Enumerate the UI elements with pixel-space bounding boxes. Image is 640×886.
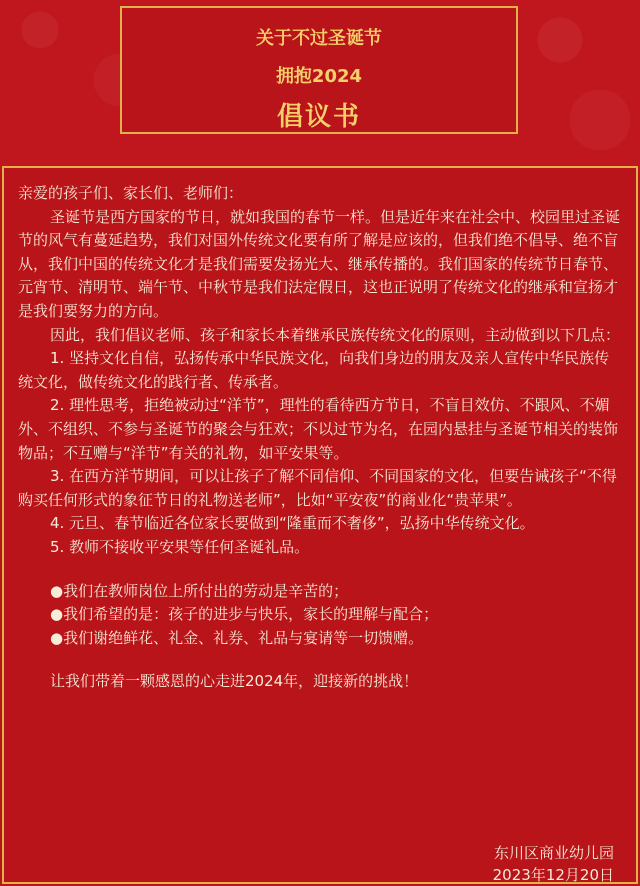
intro-paragraph: 圣诞节是西方国家的节日，就如我国的春节一样。但是近年来在社会中、校园里过圣诞节的风气有蔓延趋势，我们对国外传统文化要有所了解是应该的，但我们绝不倡导、绝不盲从，我们中国的传统文化才是我们需要发扬光大、继承传播的。我们国家的传统节日春节、元宵节、清明节、端午节、中秋节是我们法定假日，这也正说明了传统文化的继承和宣扬才是我们要努力的方向。 xyxy=(18,207,621,320)
statement-bullet-2: ●我们希望的是：孩子的进步与快乐，家长的理解与配合； xyxy=(50,605,439,624)
document-title: 倡议书 xyxy=(276,102,361,132)
statement-bullet-3: ●我们谢绝鲜花、礼金、礼券、礼品与宴请等一切馈赠。 xyxy=(50,628,424,647)
proposal-item-5: 5. 教师不接收平安果等任何圣诞礼品。 xyxy=(50,537,310,556)
signature-date: 2023年12月20日 xyxy=(492,866,614,884)
title-frame xyxy=(120,6,518,134)
proposal-paragraph: 因此，我们倡议老师、孩子和家长本着继承民族传统文化的原则，主动做到以下几点： xyxy=(50,325,621,344)
title-line-2: 拥抱2024 xyxy=(275,66,363,87)
proposal-item-2: 2. 理性思考，拒绝被动过“洋节”，理性的看待西方节日，不盲目效仿、不跟风、不媚外、不组织、不参与圣诞节的聚会与狂欢；不以过节为名，在园内悬挂与圣诞节相关的装饰物品；不互赠与“洋节”有关的礼物，如平安果等。 xyxy=(18,396,619,462)
title-line-1: 关于不过圣诞节 xyxy=(256,28,382,49)
spacer xyxy=(18,560,624,580)
organization-signature: 东川区商业幼儿园 xyxy=(493,844,614,862)
statement-bullet-1: ●我们在教师岗位上所付出的劳动是辛苦的； xyxy=(50,581,349,600)
greeting: 亲爱的孩子们、家长们、老师们： xyxy=(18,184,244,202)
proposal-item-4: 4. 元旦、春节临近各位家长要做到“隆重而不奢侈”，弘扬中华传统文化。 xyxy=(50,514,535,533)
spacer xyxy=(18,650,624,670)
closing-line: 让我们带着一颗感恩的心走进2024年，迎接新的挑战！ xyxy=(50,672,419,691)
letter-body xyxy=(18,182,624,694)
proposal-item-3: 3. 在西方洋节期间，可以让孩子了解不同信仰、不同国家的文化，但要告诫孩子“不得购买任何形式的象征节日的礼物送老师”，比如“平安夜”的商业化“贵苹果”。 xyxy=(18,467,617,509)
proposal-item-1: 1. 坚持文化自信，弘扬传承中华民族文化，向我们身边的朋友及亲人宣传中华民族传统文化，做传统文化的践行者、传承者。 xyxy=(18,349,610,391)
